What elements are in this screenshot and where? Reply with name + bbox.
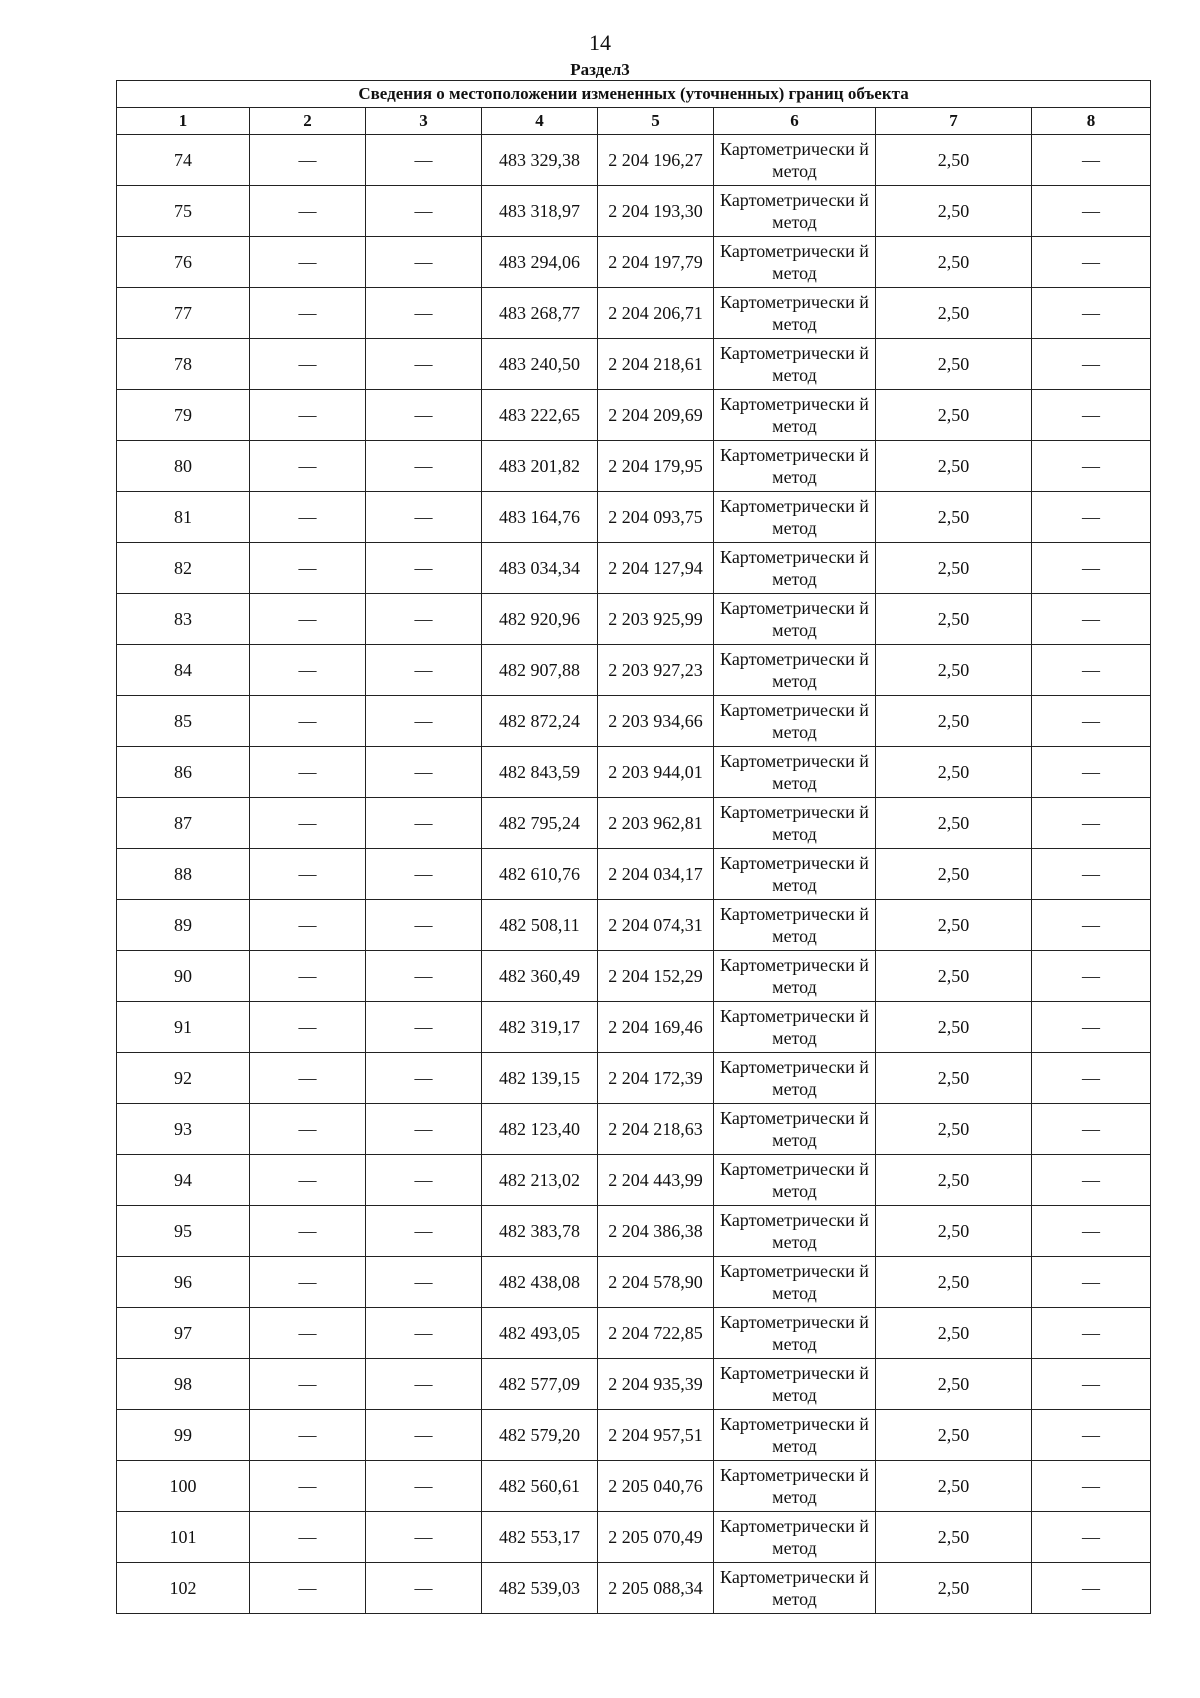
col3-cell: —	[366, 186, 482, 237]
x-coordinate-cell: 482 123,40	[482, 1104, 598, 1155]
col3-cell: —	[366, 696, 482, 747]
y-coordinate-cell: 2 204 722,85	[598, 1308, 714, 1359]
table-row	[117, 1563, 1151, 1614]
y-coordinate-cell: 2 204 209,69	[598, 390, 714, 441]
section-title: Раздел3	[570, 60, 630, 79]
point-number-cell: 76	[117, 237, 250, 288]
table-row	[117, 849, 1151, 900]
accuracy-cell: 2,50	[876, 1308, 1032, 1359]
table-row	[117, 288, 1151, 339]
col2-cell: —	[250, 1104, 366, 1155]
table-row	[117, 951, 1151, 1002]
table-caption: Сведения о местоположении измененных (уточненных) границ объекта	[117, 81, 1151, 108]
table-row	[117, 747, 1151, 798]
y-coordinate-cell: 2 203 934,66	[598, 696, 714, 747]
col2-cell: —	[250, 492, 366, 543]
accuracy-cell: 2,50	[876, 900, 1032, 951]
x-coordinate-cell: 482 843,59	[482, 747, 598, 798]
point-number-cell: 83	[117, 594, 250, 645]
y-coordinate-cell: 2 204 179,95	[598, 441, 714, 492]
x-coordinate-cell: 482 560,61	[482, 1461, 598, 1512]
col2-cell: —	[250, 1206, 366, 1257]
column-header-8: 8	[1032, 108, 1151, 135]
column-header-1: 1	[117, 108, 250, 135]
col3-cell: —	[366, 747, 482, 798]
table-row	[117, 339, 1151, 390]
y-coordinate-cell: 2 203 962,81	[598, 798, 714, 849]
method-cell: Картометрически й метод	[714, 1104, 876, 1155]
col2-cell: —	[250, 696, 366, 747]
y-coordinate-cell: 2 203 944,01	[598, 747, 714, 798]
col2-cell: —	[250, 594, 366, 645]
col8-cell: —	[1032, 339, 1151, 390]
accuracy-cell: 2,50	[876, 1257, 1032, 1308]
column-header-5: 5	[598, 108, 714, 135]
table-row	[117, 1257, 1151, 1308]
x-coordinate-cell: 482 577,09	[482, 1359, 598, 1410]
col3-cell: —	[366, 1563, 482, 1614]
method-cell: Картометрически й метод	[714, 1002, 876, 1053]
col2-cell: —	[250, 1053, 366, 1104]
x-coordinate-cell: 482 383,78	[482, 1206, 598, 1257]
x-coordinate-cell: 483 268,77	[482, 288, 598, 339]
point-number-cell: 89	[117, 900, 250, 951]
point-number-cell: 95	[117, 1206, 250, 1257]
method-cell: Картометрически й метод	[714, 237, 876, 288]
x-coordinate-cell: 483 240,50	[482, 339, 598, 390]
col3-cell: —	[366, 1359, 482, 1410]
point-number-cell: 77	[117, 288, 250, 339]
col2-cell: —	[250, 1563, 366, 1614]
accuracy-cell: 2,50	[876, 645, 1032, 696]
col8-cell: —	[1032, 900, 1151, 951]
x-coordinate-cell: 483 222,65	[482, 390, 598, 441]
point-number-cell: 81	[117, 492, 250, 543]
method-cell: Картометрически й метод	[714, 1410, 876, 1461]
table-row	[117, 1053, 1151, 1104]
col2-cell: —	[250, 441, 366, 492]
accuracy-cell: 2,50	[876, 1461, 1032, 1512]
table-header-row	[117, 108, 1151, 135]
col3-cell: —	[366, 900, 482, 951]
col2-cell: —	[250, 1002, 366, 1053]
col2-cell: —	[250, 390, 366, 441]
accuracy-cell: 2,50	[876, 186, 1032, 237]
col8-cell: —	[1032, 1206, 1151, 1257]
accuracy-cell: 2,50	[876, 543, 1032, 594]
column-header-3: 3	[366, 108, 482, 135]
accuracy-cell: 2,50	[876, 441, 1032, 492]
y-coordinate-cell: 2 204 578,90	[598, 1257, 714, 1308]
col8-cell: —	[1032, 1002, 1151, 1053]
x-coordinate-cell: 483 201,82	[482, 441, 598, 492]
col2-cell: —	[250, 645, 366, 696]
method-cell: Картометрически й метод	[714, 951, 876, 1002]
table-row	[117, 1512, 1151, 1563]
col2-cell: —	[250, 135, 366, 186]
col3-cell: —	[366, 390, 482, 441]
x-coordinate-cell: 482 438,08	[482, 1257, 598, 1308]
point-number-cell: 92	[117, 1053, 250, 1104]
table-row	[117, 390, 1151, 441]
point-number-cell: 78	[117, 339, 250, 390]
table-row	[117, 135, 1151, 186]
x-coordinate-cell: 482 920,96	[482, 594, 598, 645]
y-coordinate-cell: 2 204 206,71	[598, 288, 714, 339]
y-coordinate-cell: 2 204 169,46	[598, 1002, 714, 1053]
col2-cell: —	[250, 1257, 366, 1308]
method-cell: Картометрически й метод	[714, 492, 876, 543]
col3-cell: —	[366, 1410, 482, 1461]
col8-cell: —	[1032, 1410, 1151, 1461]
y-coordinate-cell: 2 204 957,51	[598, 1410, 714, 1461]
accuracy-cell: 2,50	[876, 1563, 1032, 1614]
x-coordinate-cell: 482 795,24	[482, 798, 598, 849]
col3-cell: —	[366, 594, 482, 645]
method-cell: Картометрически й метод	[714, 1206, 876, 1257]
x-coordinate-cell: 483 164,76	[482, 492, 598, 543]
column-header-6: 6	[714, 108, 876, 135]
col2-cell: —	[250, 186, 366, 237]
x-coordinate-cell: 482 907,88	[482, 645, 598, 696]
method-cell: Картометрически й метод	[714, 849, 876, 900]
table-row	[117, 594, 1151, 645]
y-coordinate-cell: 2 204 197,79	[598, 237, 714, 288]
col8-cell: —	[1032, 1308, 1151, 1359]
y-coordinate-cell: 2 204 218,63	[598, 1104, 714, 1155]
method-cell: Картометрически й метод	[714, 339, 876, 390]
point-number-cell: 97	[117, 1308, 250, 1359]
x-coordinate-cell: 482 139,15	[482, 1053, 598, 1104]
col8-cell: —	[1032, 288, 1151, 339]
accuracy-cell: 2,50	[876, 1359, 1032, 1410]
table-row	[117, 1002, 1151, 1053]
table-row	[117, 900, 1151, 951]
accuracy-cell: 2,50	[876, 1155, 1032, 1206]
col3-cell: —	[366, 288, 482, 339]
col3-cell: —	[366, 951, 482, 1002]
table-row	[117, 1206, 1151, 1257]
point-number-cell: 102	[117, 1563, 250, 1614]
x-coordinate-cell: 482 508,11	[482, 900, 598, 951]
col3-cell: —	[366, 849, 482, 900]
y-coordinate-cell: 2 205 070,49	[598, 1512, 714, 1563]
method-cell: Картометрически й метод	[714, 1461, 876, 1512]
accuracy-cell: 2,50	[876, 1206, 1032, 1257]
y-coordinate-cell: 2 205 040,76	[598, 1461, 714, 1512]
y-coordinate-cell: 2 204 218,61	[598, 339, 714, 390]
point-number-cell: 85	[117, 696, 250, 747]
table-row	[117, 1155, 1151, 1206]
x-coordinate-cell: 483 329,38	[482, 135, 598, 186]
accuracy-cell: 2,50	[876, 849, 1032, 900]
col3-cell: —	[366, 1308, 482, 1359]
col8-cell: —	[1032, 1155, 1151, 1206]
method-cell: Картометрически й метод	[714, 1308, 876, 1359]
col2-cell: —	[250, 1308, 366, 1359]
point-number-cell: 90	[117, 951, 250, 1002]
table-caption-row	[117, 81, 1151, 108]
col3-cell: —	[366, 1002, 482, 1053]
table-row	[117, 798, 1151, 849]
table-row	[117, 492, 1151, 543]
table-row	[117, 1359, 1151, 1410]
accuracy-cell: 2,50	[876, 594, 1032, 645]
table-row	[117, 543, 1151, 594]
col8-cell: —	[1032, 1104, 1151, 1155]
col8-cell: —	[1032, 390, 1151, 441]
x-coordinate-cell: 482 319,17	[482, 1002, 598, 1053]
x-coordinate-cell: 483 318,97	[482, 186, 598, 237]
method-cell: Картометрически й метод	[714, 645, 876, 696]
method-cell: Картометрически й метод	[714, 1155, 876, 1206]
point-number-cell: 80	[117, 441, 250, 492]
x-coordinate-cell: 482 539,03	[482, 1563, 598, 1614]
col8-cell: —	[1032, 543, 1151, 594]
col2-cell: —	[250, 1359, 366, 1410]
method-cell: Картометрически й метод	[714, 1359, 876, 1410]
col8-cell: —	[1032, 1563, 1151, 1614]
col3-cell: —	[366, 237, 482, 288]
accuracy-cell: 2,50	[876, 1053, 1032, 1104]
point-number-cell: 87	[117, 798, 250, 849]
method-cell: Картометрически й метод	[714, 747, 876, 798]
col2-cell: —	[250, 288, 366, 339]
y-coordinate-cell: 2 203 927,23	[598, 645, 714, 696]
accuracy-cell: 2,50	[876, 492, 1032, 543]
y-coordinate-cell: 2 204 093,75	[598, 492, 714, 543]
accuracy-cell: 2,50	[876, 1002, 1032, 1053]
col3-cell: —	[366, 1206, 482, 1257]
method-cell: Картометрически й метод	[714, 798, 876, 849]
x-coordinate-cell: 482 360,49	[482, 951, 598, 1002]
x-coordinate-cell: 482 872,24	[482, 696, 598, 747]
table-body	[117, 135, 1151, 1614]
accuracy-cell: 2,50	[876, 135, 1032, 186]
point-number-cell: 88	[117, 849, 250, 900]
accuracy-cell: 2,50	[876, 390, 1032, 441]
method-cell: Картометрически й метод	[714, 696, 876, 747]
accuracy-cell: 2,50	[876, 339, 1032, 390]
y-coordinate-cell: 2 204 127,94	[598, 543, 714, 594]
x-coordinate-cell: 482 553,17	[482, 1512, 598, 1563]
col8-cell: —	[1032, 849, 1151, 900]
y-coordinate-cell: 2 204 935,39	[598, 1359, 714, 1410]
accuracy-cell: 2,50	[876, 696, 1032, 747]
y-coordinate-cell: 2 204 443,99	[598, 1155, 714, 1206]
method-cell: Картометрически й метод	[714, 543, 876, 594]
method-cell: Картометрически й метод	[714, 900, 876, 951]
method-cell: Картометрически й метод	[714, 135, 876, 186]
point-number-cell: 82	[117, 543, 250, 594]
point-number-cell: 99	[117, 1410, 250, 1461]
col8-cell: —	[1032, 237, 1151, 288]
page-number: 14	[589, 30, 611, 55]
table-row	[117, 1308, 1151, 1359]
accuracy-cell: 2,50	[876, 1104, 1032, 1155]
col8-cell: —	[1032, 1257, 1151, 1308]
col2-cell: —	[250, 1410, 366, 1461]
col8-cell: —	[1032, 747, 1151, 798]
accuracy-cell: 2,50	[876, 951, 1032, 1002]
accuracy-cell: 2,50	[876, 1512, 1032, 1563]
method-cell: Картометрически й метод	[714, 441, 876, 492]
y-coordinate-cell: 2 204 196,27	[598, 135, 714, 186]
col3-cell: —	[366, 645, 482, 696]
point-number-cell: 96	[117, 1257, 250, 1308]
table-row	[117, 1461, 1151, 1512]
point-number-cell: 91	[117, 1002, 250, 1053]
col3-cell: —	[366, 1512, 482, 1563]
col2-cell: —	[250, 339, 366, 390]
col2-cell: —	[250, 849, 366, 900]
method-cell: Картометрически й метод	[714, 1053, 876, 1104]
table-row	[117, 645, 1151, 696]
y-coordinate-cell: 2 204 386,38	[598, 1206, 714, 1257]
col8-cell: —	[1032, 135, 1151, 186]
x-coordinate-cell: 482 610,76	[482, 849, 598, 900]
col8-cell: —	[1032, 798, 1151, 849]
point-number-cell: 100	[117, 1461, 250, 1512]
y-coordinate-cell: 2 204 074,31	[598, 900, 714, 951]
column-header-4: 4	[482, 108, 598, 135]
point-number-cell: 101	[117, 1512, 250, 1563]
accuracy-cell: 2,50	[876, 288, 1032, 339]
method-cell: Картометрически й метод	[714, 1257, 876, 1308]
method-cell: Картометрически й метод	[714, 594, 876, 645]
method-cell: Картометрически й метод	[714, 1563, 876, 1614]
x-coordinate-cell: 482 493,05	[482, 1308, 598, 1359]
point-number-cell: 74	[117, 135, 250, 186]
col8-cell: —	[1032, 441, 1151, 492]
x-coordinate-cell: 483 294,06	[482, 237, 598, 288]
col8-cell: —	[1032, 1461, 1151, 1512]
col3-cell: —	[366, 1053, 482, 1104]
table-row	[117, 1104, 1151, 1155]
col8-cell: —	[1032, 492, 1151, 543]
col3-cell: —	[366, 135, 482, 186]
x-coordinate-cell: 482 579,20	[482, 1410, 598, 1461]
col3-cell: —	[366, 339, 482, 390]
method-cell: Картометрически й метод	[714, 1512, 876, 1563]
col3-cell: —	[366, 1257, 482, 1308]
col2-cell: —	[250, 1155, 366, 1206]
y-coordinate-cell: 2 203 925,99	[598, 594, 714, 645]
method-cell: Картометрически й метод	[714, 390, 876, 441]
point-number-cell: 93	[117, 1104, 250, 1155]
y-coordinate-cell: 2 204 152,29	[598, 951, 714, 1002]
table-row	[117, 186, 1151, 237]
table-row	[117, 1410, 1151, 1461]
table-row	[117, 237, 1151, 288]
table-row	[117, 696, 1151, 747]
point-number-cell: 84	[117, 645, 250, 696]
y-coordinate-cell: 2 205 088,34	[598, 1563, 714, 1614]
y-coordinate-cell: 2 204 034,17	[598, 849, 714, 900]
point-number-cell: 86	[117, 747, 250, 798]
y-coordinate-cell: 2 204 193,30	[598, 186, 714, 237]
col8-cell: —	[1032, 186, 1151, 237]
col3-cell: —	[366, 1104, 482, 1155]
point-number-cell: 94	[117, 1155, 250, 1206]
col8-cell: —	[1032, 594, 1151, 645]
col2-cell: —	[250, 798, 366, 849]
col8-cell: —	[1032, 1359, 1151, 1410]
accuracy-cell: 2,50	[876, 1410, 1032, 1461]
method-cell: Картометрически й метод	[714, 288, 876, 339]
col8-cell: —	[1032, 645, 1151, 696]
x-coordinate-cell: 482 213,02	[482, 1155, 598, 1206]
col8-cell: —	[1032, 696, 1151, 747]
col3-cell: —	[366, 798, 482, 849]
col2-cell: —	[250, 1461, 366, 1512]
col3-cell: —	[366, 543, 482, 594]
col8-cell: —	[1032, 951, 1151, 1002]
y-coordinate-cell: 2 204 172,39	[598, 1053, 714, 1104]
col8-cell: —	[1032, 1053, 1151, 1104]
col3-cell: —	[366, 492, 482, 543]
table-row	[117, 441, 1151, 492]
x-coordinate-cell: 483 034,34	[482, 543, 598, 594]
point-number-cell: 98	[117, 1359, 250, 1410]
col8-cell: —	[1032, 1512, 1151, 1563]
accuracy-cell: 2,50	[876, 798, 1032, 849]
point-number-cell: 75	[117, 186, 250, 237]
col2-cell: —	[250, 543, 366, 594]
col2-cell: —	[250, 900, 366, 951]
col3-cell: —	[366, 1155, 482, 1206]
col2-cell: —	[250, 951, 366, 1002]
column-header-2: 2	[250, 108, 366, 135]
accuracy-cell: 2,50	[876, 237, 1032, 288]
accuracy-cell: 2,50	[876, 747, 1032, 798]
col3-cell: —	[366, 1461, 482, 1512]
point-number-cell: 79	[117, 390, 250, 441]
col3-cell: —	[366, 441, 482, 492]
column-header-7: 7	[876, 108, 1032, 135]
method-cell: Картометрически й метод	[714, 186, 876, 237]
col2-cell: —	[250, 237, 366, 288]
col2-cell: —	[250, 1512, 366, 1563]
col2-cell: —	[250, 747, 366, 798]
coordinates-table	[116, 80, 1151, 1614]
